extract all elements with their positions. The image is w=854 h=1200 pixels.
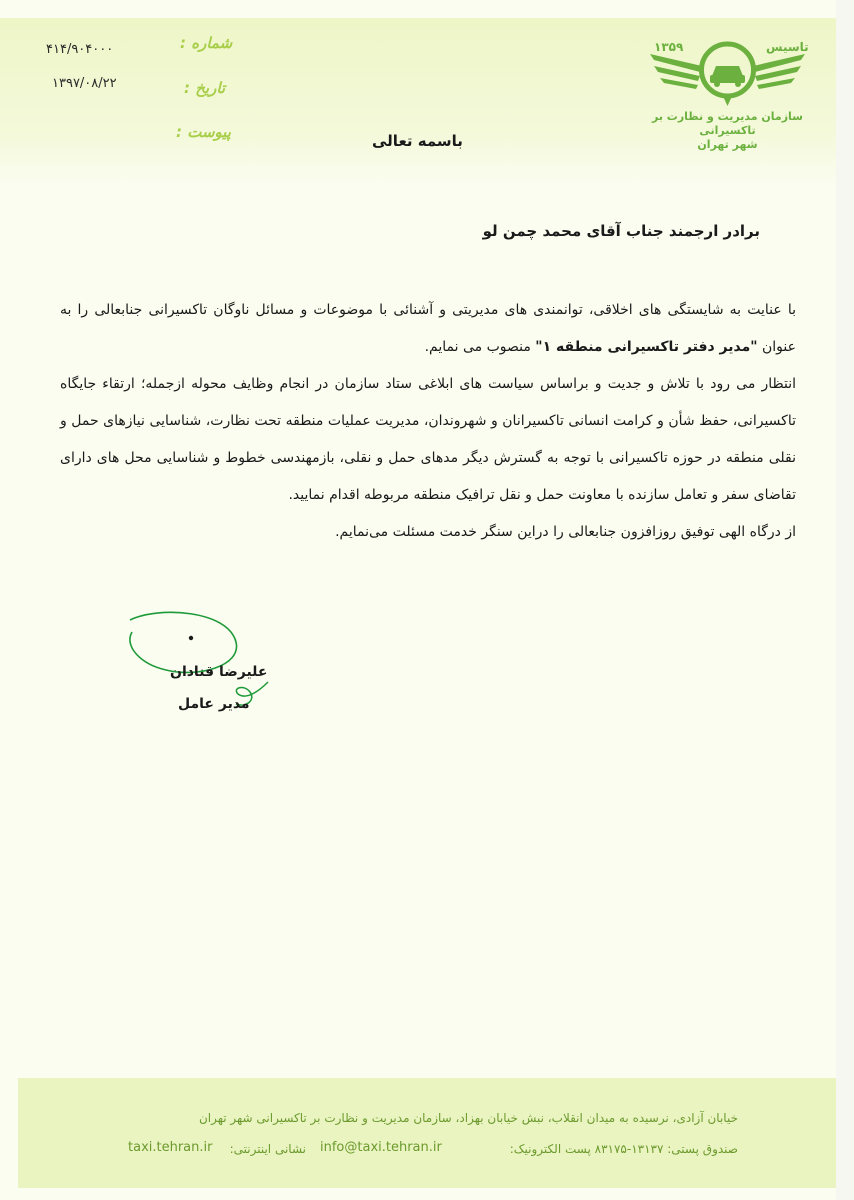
footer-band (18, 1078, 836, 1188)
attachment-label: پیوست : (176, 123, 231, 141)
founding-year: ۱۳۵۹ (654, 40, 684, 54)
number-label: شماره : (180, 34, 233, 52)
letter-number: ۴۱۴/۹۰۴۰۰۰ (46, 42, 114, 57)
page-edge (836, 0, 854, 1200)
date-label: تاریخ : (184, 79, 226, 97)
footer-email: info@taxi.tehran.ir (320, 1140, 442, 1155)
appointment-text: با عنایت به شایستگی های اخلاقی، توانمندی های مدیریتی و آشنائی با موضوعات و مسائل ناوگان تاکسیرانی جنابعالی را به عنوان (60, 302, 796, 355)
org-name-line1: سازمان مدیریت و نظارت بر تاکسیرانی (651, 110, 803, 137)
signer-name: علیرضا قنادان (170, 664, 268, 680)
footer-postal: صندوق پستی: ۱۳۱۳۷-۸۳۱۷۵ پست الکترونیک: (509, 1142, 738, 1156)
signer-title: مدیر عامل (178, 696, 250, 712)
letter-body (60, 292, 796, 551)
org-logo (640, 36, 815, 151)
footer-website-label: نشانی اینترنتی: (229, 1142, 306, 1156)
appointment-position: "مدیر دفتر تاکسیرانی منطقه ۱" (535, 339, 758, 355)
founded-label: تاسیس (766, 40, 809, 54)
letter-date: ۱۳۹۷/۰۸/۲۲ (52, 76, 117, 91)
org-name (640, 110, 815, 152)
paragraph-appointment (60, 292, 796, 366)
appointment-closing: منصوب می نمایم. (424, 339, 536, 355)
footer-address: خیابان آزادی، نرسیده به میدان انقلاب، نبش خیابان بهزاد، سازمان مدیریت و نظارت بر تاکسیرانی شهر تهران (198, 1111, 738, 1125)
org-name-line2: شهر تهران (697, 138, 758, 151)
footer-website: taxi.tehran.ir (128, 1140, 213, 1155)
paragraph-closing: از درگاه الهی توفیق روزافزون جنابعالی را دراین سنگر خدمت مسئلت می‌نمایم. (335, 524, 796, 540)
bismillah-heading: باسمه تعالی (372, 132, 463, 150)
paragraph-expectations: انتظار می رود با تلاش و جدیت و براساس سیاست های ابلاغی ستاد سازمان در انجام وظایف محوله ازجمله؛ ارتقاء جایگاه تاکسیرانی، حفظ شأن و کرامت انسانی تاکسیرانان و شهروندان، مدیریت عملیات منطقه تحت نظارت، شناسایی نیازهای حمل و نقلی منطقه در حوزه تاکسیرانی با توجه به گسترش دیگر مدهای حمل و نقلی، بازمهندسی خطوط و شناسایی محل های دارای تقاضای سفر و تعامل سازنده با معاونت حمل و نقل ترافیک منطقه مربوطه اقدام نمایید. (60, 376, 796, 503)
addressee: برادر ارجمند جناب آقای محمد چمن لو (482, 222, 760, 240)
